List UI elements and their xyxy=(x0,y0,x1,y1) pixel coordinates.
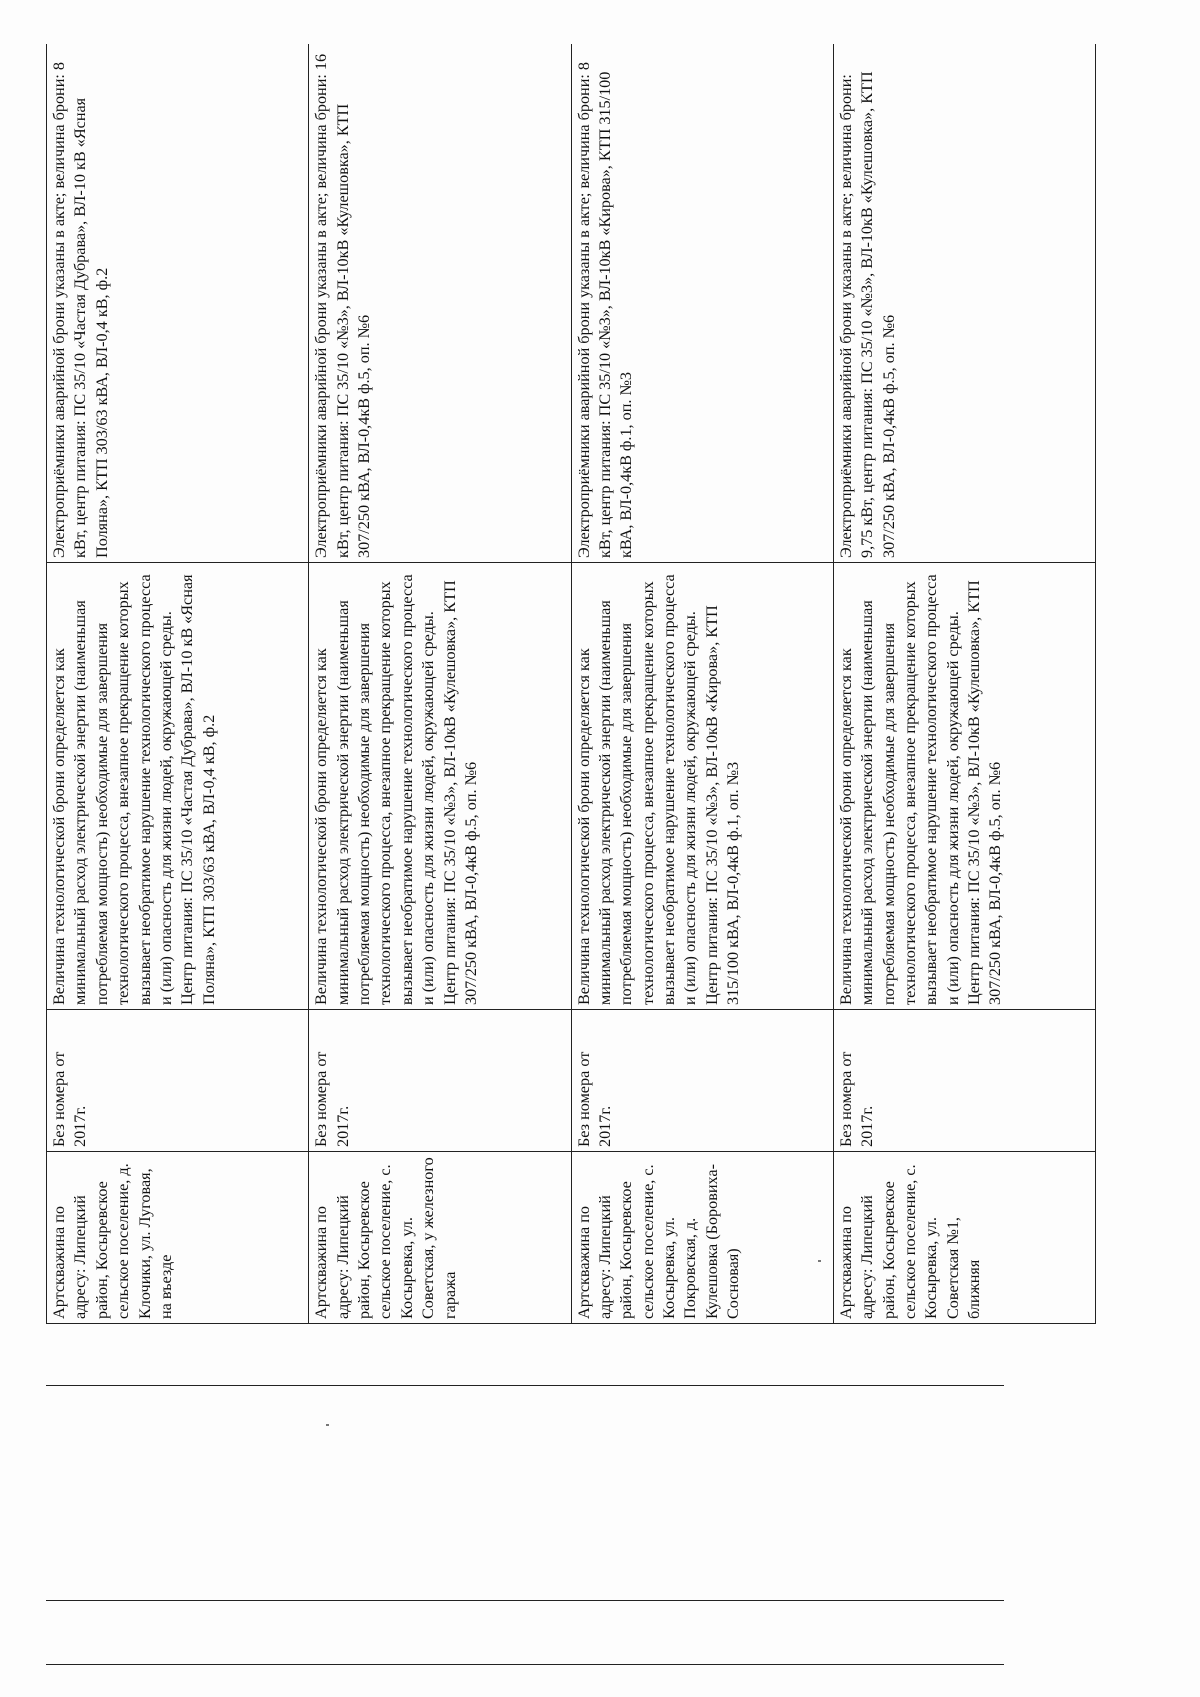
power-reserve-table xyxy=(46,44,1096,1324)
tech-reserve-text: Величина технологической брони определяется как минимальный расход электрической энергии (наименьшая потребляемая мощность) необходимые для завершения технологического процесса, внезапное прекращение которых вызывает необратимое нарушение технологического процесса и (или) опасность для жизни людей, окружающей среды. Центр питания: ПС 35/10 «№3», ВЛ-10кВ «Кулешовка», КТП 307/250 кВА, ВЛ-0,4кВ ф.5, оп. №6 xyxy=(312,574,480,1005)
act-cell xyxy=(833,1010,1095,1152)
table-row xyxy=(833,44,1095,1324)
table-row xyxy=(47,44,309,1324)
tech-reserve-cell xyxy=(47,563,309,1010)
emergency-reserve-cell xyxy=(309,44,571,563)
table-row xyxy=(309,44,571,1324)
address-cell xyxy=(571,1152,833,1324)
divider-line xyxy=(46,1600,1004,1601)
act-text: Без номера от 2017г. xyxy=(574,1051,614,1147)
address-cell xyxy=(309,1152,571,1324)
scan-speck xyxy=(326,1424,329,1426)
address-text: Артскважина по адресу: Липецкий район, Косыревское сельское поселение, с. Косыревка, ул. Покровская, д. Кулешовка (Боровиха-Сосновая) xyxy=(574,1163,743,1319)
divider-line xyxy=(46,1385,1004,1386)
tech-reserve-cell xyxy=(309,563,571,1010)
act-cell xyxy=(309,1010,571,1152)
rotated-table-container xyxy=(46,44,1096,1324)
emergency-reserve-cell xyxy=(47,44,309,563)
tech-reserve-text: Величина технологической брони определяется как минимальный расход электрической энергии (наименьшая потребляемая мощность) необходимые для завершения технологического процесса, внезапное прекращение которых вызывает необратимое нарушение технологического процесса и (или) опасность для жизни людей, окружающей среды. Центр питания: ПС 35/10 «№3», ВЛ-10кВ «Кулешовка», КТП 307/250 кВА, ВЛ-0,4кВ ф.5, оп. №6 xyxy=(836,574,1005,1005)
act-text: Без номера от 2017г. xyxy=(50,1051,90,1147)
rotated-table-area xyxy=(46,44,1096,1324)
address-text: Артскважина по адресу: Липецкий район, Косыревское сельское поселение, с. Косыревка, ул. Советская №1, ближняя xyxy=(836,1164,983,1319)
act-cell xyxy=(571,1010,833,1152)
tech-reserve-cell xyxy=(833,563,1095,1010)
emergency-reserve-text: Электроприёмники аварийной брони указаны в акте; величина брони: 16 кВт, центр питания: ПС 35/10 «№3», ВЛ-10кВ «Кулешовка», КТП 307/250 кВА, ВЛ-0,4кВ ф.5, оп. №6 xyxy=(312,53,373,558)
table-row xyxy=(571,44,833,1324)
address-text: Артскважина по адресу: Липецкий район, Косыревское сельское поселение, с. Косыревка, ул. Советская, у железного гаража xyxy=(312,1157,459,1319)
tech-reserve-text: Величина технологической брони определяется как минимальный расход электрической энергии (наименьшая потребляемая мощность) необходимые для завершения технологического процесса, внезапное прекращение которых вызывает необратимое нарушение технологического процесса и (или) опасность для жизни людей, окружающей среды. Центр питания: ПС 35/10 «№3», ВЛ-10кВ «Кирова», КТП 315/100 кВА, ВЛ-0,4кВ ф.1, оп. №3 xyxy=(574,574,743,1005)
act-cell xyxy=(47,1010,309,1152)
act-text: Без номера от 2017г. xyxy=(836,1051,877,1147)
divider-line xyxy=(46,1664,1004,1665)
emergency-reserve-cell xyxy=(571,44,833,563)
emergency-reserve-text: Электроприёмники аварийной брони указаны в акте; величина брони: 9,75 кВт, центр питания: ПС 35/10 «№3», ВЛ-10кВ «Кулешовка», КТП 307/250 кВА, ВЛ-0,4кВ ф.5, оп. №6 xyxy=(836,71,898,558)
tech-reserve-text: Величина технологической брони определяется как минимальный расход электрической энергии (наименьшая потребляемая мощность) необходимые для завершения технологического процесса, внезапное прекращение которых вызывает необратимое нарушение технологического процесса и (или) опасность для жизни людей, окружающей среды. Центр питания: ПС 35/10 «Частая Дубрава», ВЛ-10 кВ «Ясная Поляна», КТП 303/63 кВА, ВЛ-0,4 кВ, ф.2 xyxy=(50,574,218,1005)
address-cell xyxy=(47,1152,309,1324)
emergency-reserve-text: Электроприёмники аварийной брони указаны в акте; величина брони: 8 кВт, центр питания: ПС 35/10 «№3», ВЛ-10кВ «Кирова», КТП 315/100 кВА, ВЛ-0,4кВ ф.1, оп. №3 xyxy=(574,61,636,558)
act-text: Без номера от 2017г. xyxy=(312,1051,352,1147)
emergency-reserve-text: Электроприёмники аварийной брони указаны в акте; величина брони: 8 кВт, центр питания: ПС 35/10 «Частая Дубрава», ВЛ-10 кВ «Ясная Поляна», КТП 303/63 кВА, ВЛ-0,4 кВ, ф.2 xyxy=(50,61,111,558)
address-text: Артскважина по адресу: Липецкий район, Косыревское сельское поселение, д. Клочики, ул. Луговая, на въезде xyxy=(50,1163,175,1319)
scan-speck xyxy=(818,1260,821,1262)
tech-reserve-cell xyxy=(571,563,833,1010)
address-cell xyxy=(833,1152,1095,1324)
emergency-reserve-cell xyxy=(833,44,1095,563)
